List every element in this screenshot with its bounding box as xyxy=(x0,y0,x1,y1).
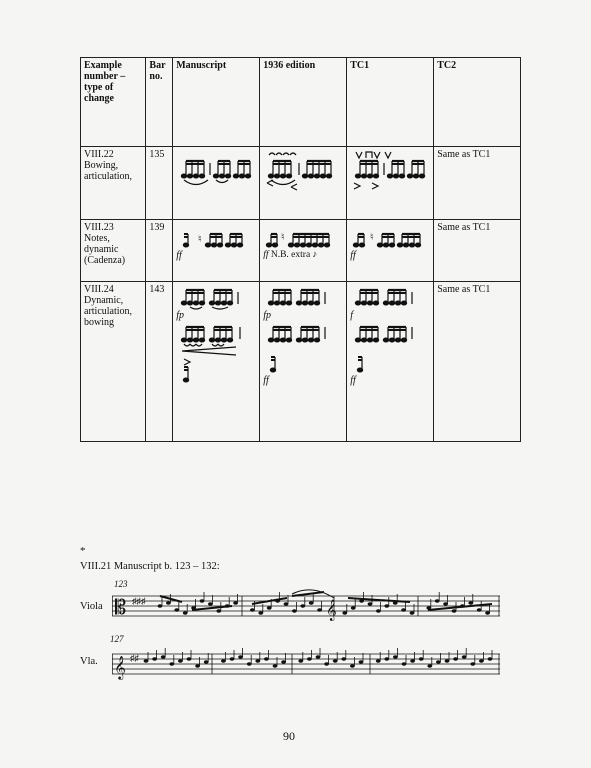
svg-text:♮: ♮ xyxy=(281,232,285,243)
bar-number: 123 xyxy=(114,579,128,589)
tc2-cell: Same as TC1 xyxy=(434,220,521,282)
edition-cell: ♮ ff N.B. extra ♪ xyxy=(260,220,347,282)
table-row xyxy=(81,147,521,220)
changes-table xyxy=(80,57,521,442)
header-tc1: TC1 xyxy=(347,58,434,147)
extra-note-remark: N.B. extra xyxy=(270,250,311,260)
music-snippet xyxy=(263,349,343,375)
table-row xyxy=(81,220,521,282)
footnote-marker: * xyxy=(80,545,86,557)
music-snippet xyxy=(263,321,343,349)
svg-text:♮: ♮ xyxy=(370,232,374,243)
music-snippet xyxy=(176,149,256,194)
viola-staff-2 xyxy=(112,644,502,684)
svg-text:𝄞: 𝄞 xyxy=(114,657,126,679)
header-bar: Bar no. xyxy=(146,58,173,147)
example-cell: VIII.22 Bowing, articulation, xyxy=(81,147,146,220)
example-cell: VIII.24 Dynamic, articulation, bowing xyxy=(81,282,146,442)
header-example: Example number – type of change xyxy=(81,58,146,147)
manuscript-cell xyxy=(173,282,260,442)
example-cell: VIII.23 Notes, dynamic (Cadenza) xyxy=(81,220,146,282)
music-snippet xyxy=(350,349,430,375)
manuscript-cell xyxy=(173,147,260,220)
page-number: 90 xyxy=(283,729,295,743)
edition-cell xyxy=(260,282,347,442)
music-snippet xyxy=(263,149,343,194)
bar-cell: 143 xyxy=(146,282,173,442)
table-row xyxy=(81,282,521,442)
music-snippet xyxy=(350,284,430,312)
table-header-row xyxy=(81,58,521,147)
dynamic-marking: ff xyxy=(263,375,269,386)
bar-cell: 135 xyxy=(146,147,173,220)
music-snippet xyxy=(263,284,343,312)
svg-text:♯♯: ♯♯ xyxy=(130,653,139,663)
viola-staff-1 xyxy=(112,588,502,630)
header-tc2: TC2 xyxy=(434,58,521,147)
manuscript-cell xyxy=(173,220,260,282)
bar-cell: 139 xyxy=(146,220,173,282)
edition-cell xyxy=(260,147,347,220)
tc1-cell xyxy=(347,220,434,282)
tc1-cell xyxy=(347,147,434,220)
staff-label: Viola xyxy=(80,601,103,612)
bar-number: 127 xyxy=(110,634,124,644)
dynamic-marking: ff xyxy=(350,250,356,261)
dynamic-marking: ff xyxy=(176,250,182,261)
header-manuscript: Manuscript xyxy=(173,58,260,147)
music-snippet xyxy=(350,149,430,194)
example-caption: VIII.21 Manuscript b. 123 – 132: xyxy=(80,561,220,572)
tc1-cell xyxy=(347,282,434,442)
dynamic-marking: f xyxy=(350,310,353,321)
dynamic-marking: fp xyxy=(263,310,271,321)
music-snippet xyxy=(176,284,256,312)
header-1936-edition: 1936 edition xyxy=(260,58,347,147)
svg-text:𝄡: 𝄡 xyxy=(115,597,127,619)
music-snippet xyxy=(350,321,430,349)
dynamic-marking: ff xyxy=(263,250,269,260)
dynamic-marking: ff xyxy=(350,375,356,386)
tc2-cell: Same as TC1 xyxy=(434,147,521,220)
tc2-cell: Same as TC1 xyxy=(434,282,521,442)
music-snippet xyxy=(176,357,256,387)
staff-label: Vla. xyxy=(80,656,98,667)
svg-text:♮: ♮ xyxy=(198,234,202,245)
svg-text:𝄞: 𝄞 xyxy=(326,600,337,620)
dynamic-marking: fp xyxy=(176,310,184,321)
music-snippet xyxy=(176,321,256,357)
svg-text:♯♯♯: ♯♯♯ xyxy=(132,596,146,606)
